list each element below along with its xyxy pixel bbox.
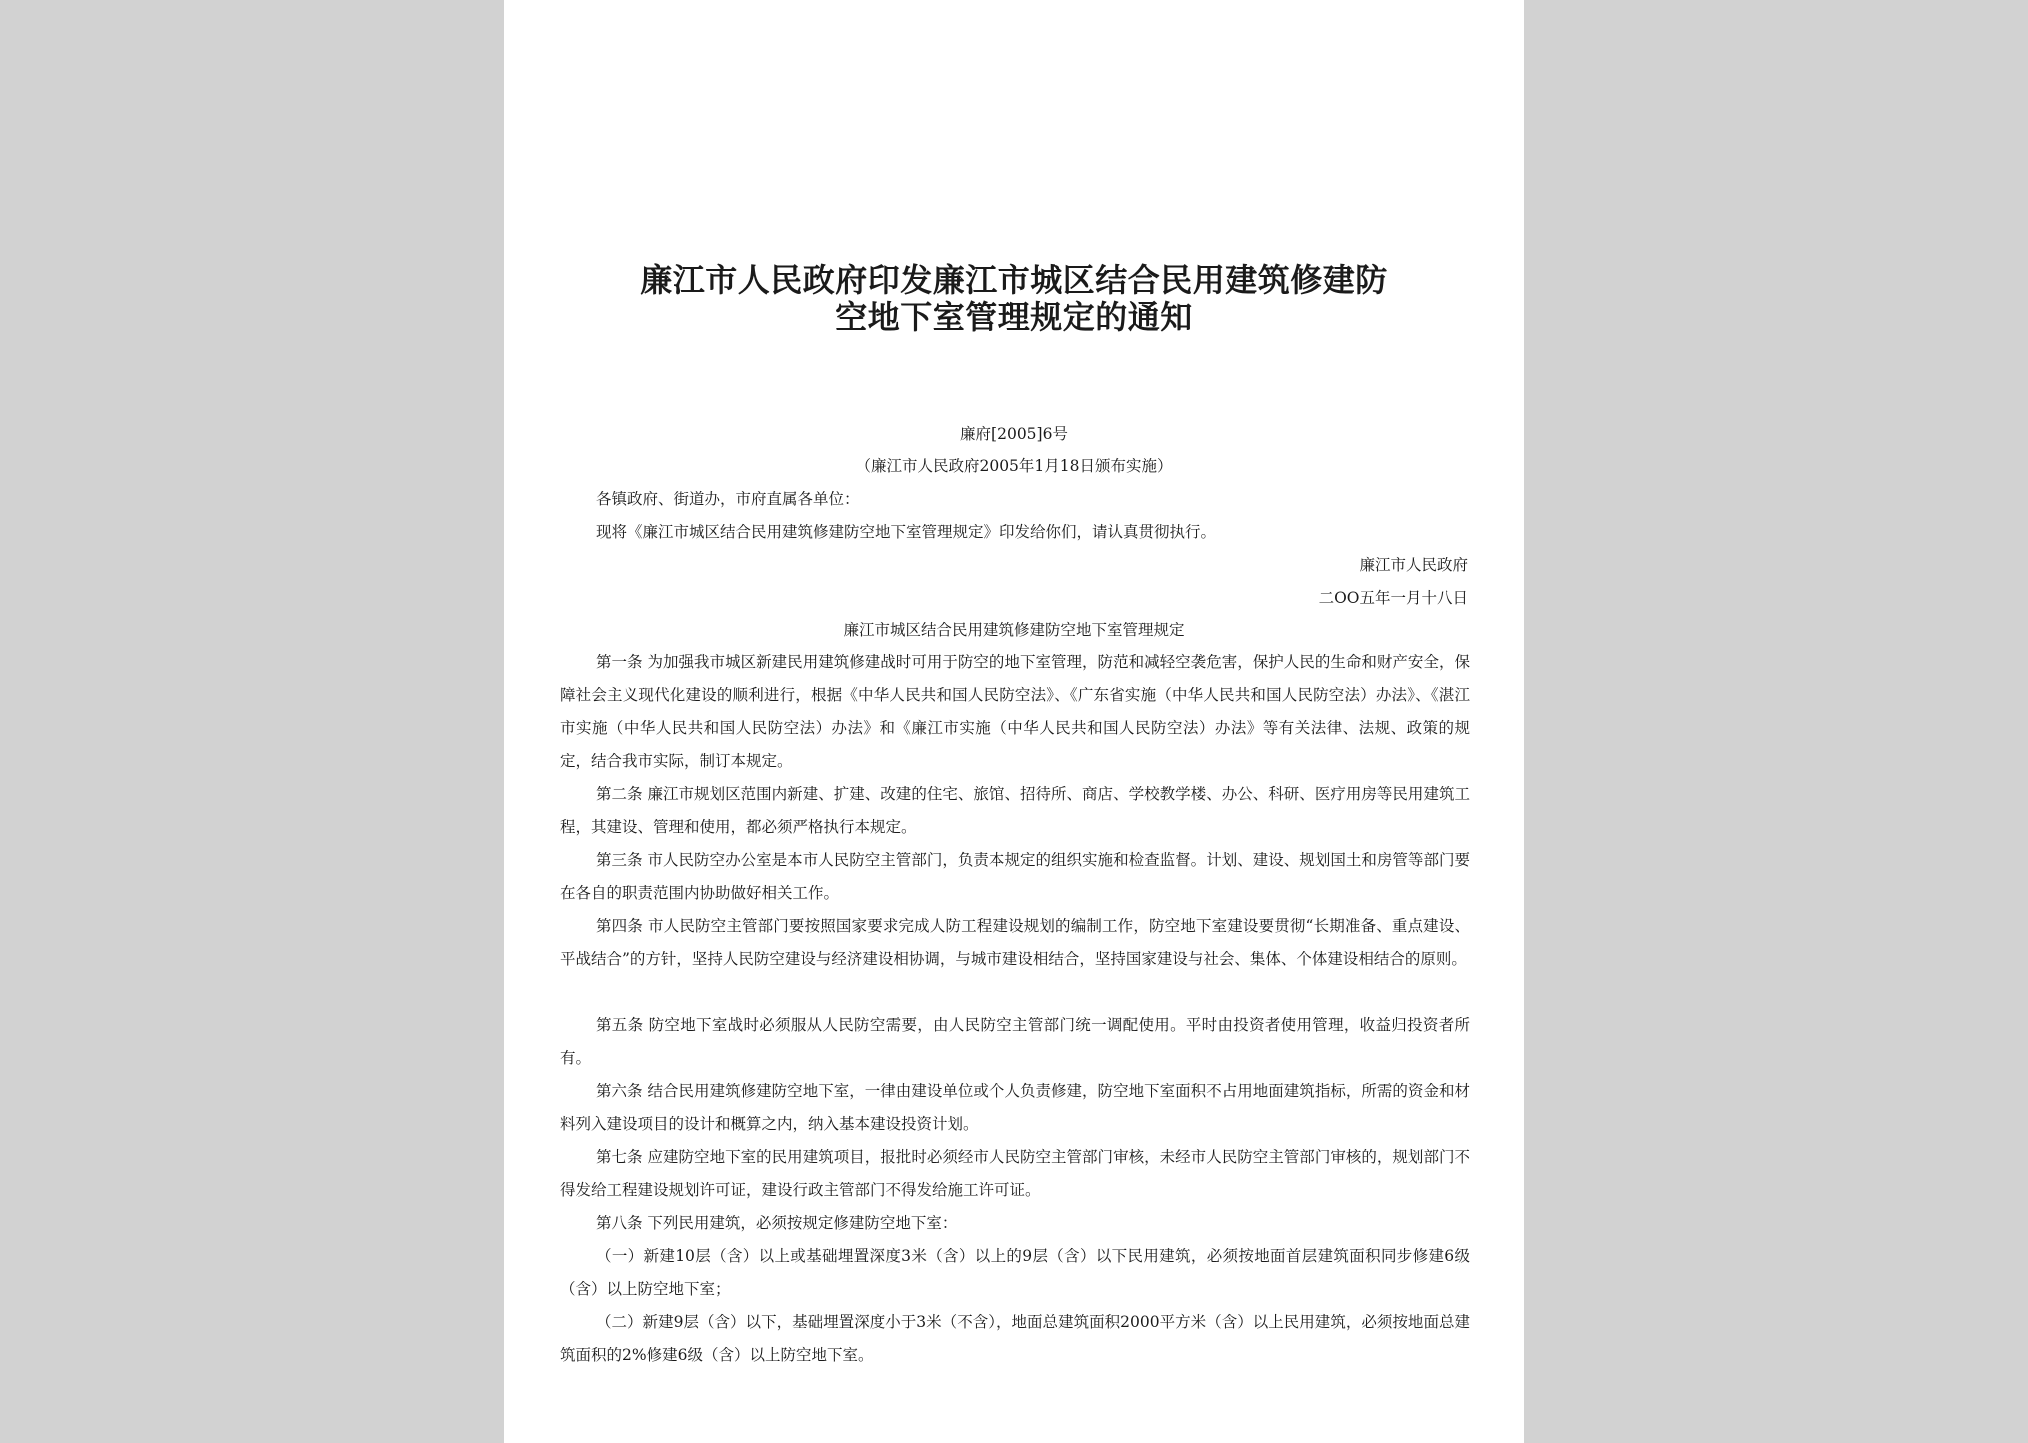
- article-3: 第三条 市人民防空办公室是本市人民防空主管部门，负责本规定的组织实施和检查监督。计划、建设、规划国土和房管等部门要在各自的职责范围内协助做好相关工作。: [560, 851, 1470, 902]
- issue-note: （廉江市人民政府2005年1月18日颁布实施）: [855, 457, 1173, 475]
- article-2: 第二条 廉江市规划区范围内新建、扩建、改建的住宅、旅馆、招待所、商店、学校教学楼、办公、科研、医疗用房等民用建筑工程，其建设、管理和使用，都必须严格执行本规定。: [560, 785, 1470, 836]
- signature-org: 廉江市人民政府: [1359, 556, 1468, 574]
- article-5: 第五条 防空地下室战时必须服从人民防空需要，由人民防空主管部门统一调配使用。平时由投资者使用管理，收益归投资者所有。: [560, 1016, 1470, 1067]
- article-8: 第八条 下列民用建筑，必须按规定修建防空地下室：: [596, 1214, 958, 1232]
- title-line-1: 廉江市人民政府印发廉江市城区结合民用建筑修建防: [640, 261, 1388, 299]
- article-1: 第一条 为加强我市城区新建民用建筑修建战时可用于防空的地下室管理，防范和减轻空袭危害，保护人民的生命和财产安全，保障社会主义现代化建设的顺利进行，根据《中华人民共和国人民防空法》、《广东省实施（中华人民共和国人民防空法）办法》、《湛江市实施（中华人民共和国人民防空法）办法》和《廉江市实施（中华人民共和国人民防空法）办法》等有关法律、法规、政策的规定，结合我市实际，制订本规定。: [560, 653, 1470, 770]
- document-page: [504, 0, 1524, 1443]
- article-6: 第六条 结合民用建筑修建防空地下室，一律由建设单位或个人负责修建，防空地下室面积不占用地面建筑指标，所需的资金和材料列入建设项目的设计和概算之内，纳入基本建设投资计划。: [560, 1082, 1470, 1133]
- doc-number: 廉府[2005]6号: [960, 425, 1068, 443]
- article-8-item-1: （一）新建10层（含）以上或基础埋置深度3米（含）以上的9层（含）以下民用建筑，必须按地面首层建筑面积同步修建6级（含）以上防空地下室；: [560, 1247, 1470, 1298]
- title-line-2: 空地下室管理规定的通知: [835, 298, 1193, 336]
- document-title: [554, 262, 1474, 336]
- article-8-item-2: （二）新建9层（含）以下，基础埋置深度小于3米（不含），地面总建筑面积2000平方米（含）以上民用建筑，必须按地面总建筑面积的2%修建6级（含）以上防空地下室。: [560, 1313, 1470, 1364]
- intro-text: 现将《廉江市城区结合民用建筑修建防空地下室管理规定》印发给你们，请认真贯彻执行。: [596, 523, 1217, 541]
- regulation-title: 廉江市城区结合民用建筑修建防空地下室管理规定: [843, 621, 1185, 639]
- salutation: 各镇政府、街道办，市府直属各单位：: [596, 490, 860, 508]
- article-4: 第四条 市人民防空主管部门要按照国家要求完成人防工程建设规划的编制工作，防空地下室建设要贯彻“长期准备、重点建设、平战结合”的方针，坚持人民防空建设与经济建设相协调，与城市建设相结合，坚持国家建设与社会、集体、个体建设相结合的原则。: [560, 917, 1470, 968]
- article-7: 第七条 应建防空地下室的民用建筑项目，报批时必须经市人民防空主管部门审核，未经市人民防空主管部门审核的，规划部门不得发给工程建设规划许可证，建设行政主管部门不得发给施工许可证。: [560, 1148, 1470, 1199]
- signature-date: 二OO五年一月十八日: [1318, 589, 1468, 607]
